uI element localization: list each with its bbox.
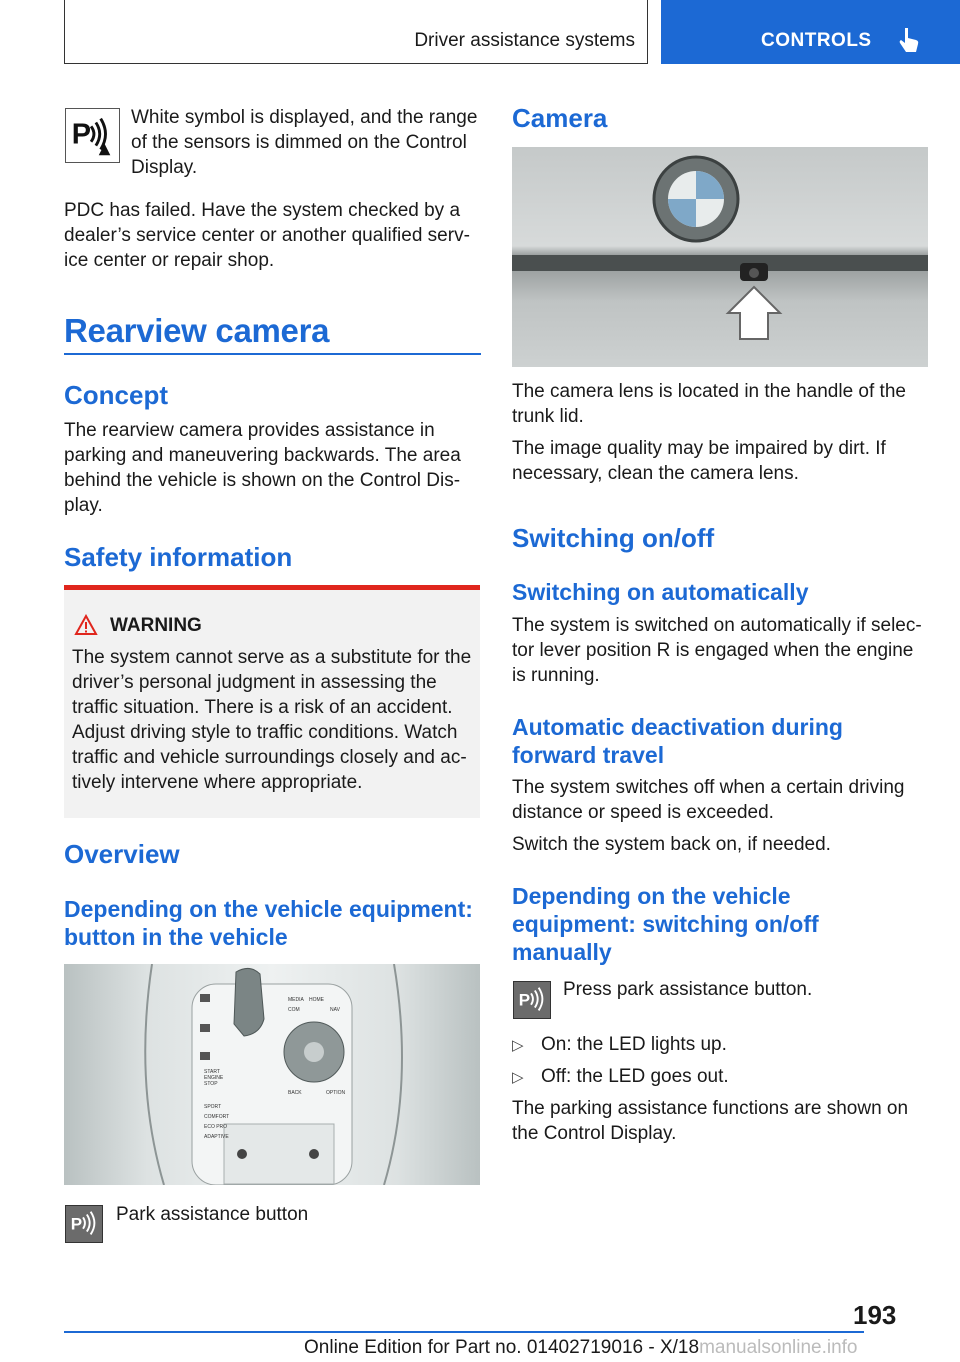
camera-text-1: The camera lens is located in the handle of the trunk lid. — [512, 381, 906, 427]
pointing-hand-icon — [898, 27, 920, 53]
console-label: OPTION — [326, 1090, 346, 1096]
chapter-title: CONTROLS — [761, 30, 872, 51]
heading-button-in-vehicle: Depending on the vehicle equipment: button in the vehicle — [64, 896, 473, 950]
center-console-photo — [64, 964, 480, 1185]
warning-triangle-icon — [74, 614, 98, 636]
footer-rule — [64, 1331, 864, 1333]
console-label: SPORT — [204, 1104, 222, 1110]
svg-text:P: P — [70, 1214, 83, 1234]
park-assist-button-icon — [65, 1205, 103, 1243]
heading-automatic-deactivation: Automatic deactivation during forward travel — [512, 714, 843, 768]
console-label: ADAPTIVE — [204, 1134, 229, 1140]
svg-text:P: P — [71, 118, 92, 151]
warning-box — [64, 585, 480, 818]
page-number: 193 — [853, 1300, 897, 1330]
section-title: Driver assistance systems — [414, 30, 635, 51]
auto-on-text: The system is switched on automatically if selector lever position R is engaged when the engine is running. — [512, 615, 922, 686]
pdc-white-symbol-icon — [65, 108, 120, 163]
edition-line — [304, 1337, 858, 1359]
heading-switching-on-off: Switching on/off — [512, 523, 715, 553]
heading-switching-on-automatically: Switching on automatically — [512, 579, 809, 605]
auto-off-text: The system switches off when a certain driving distance or speed is exceeded. — [512, 777, 905, 823]
functions-text: The parking assistance functions are shown on the Control Display. — [512, 1098, 909, 1144]
symbol-description: White symbol is displayed, and the range of the sensors is dimmed on the Control Display. — [131, 107, 478, 178]
bullet-item: Off: the LED goes out. — [541, 1066, 729, 1087]
watermark-text: manualsonline.info — [699, 1337, 858, 1358]
bullet-triangle-icon: ▷ — [512, 1069, 524, 1086]
heading-camera: Camera — [512, 103, 608, 133]
concept-text: The rearview camera provides assistance in parking and maneuvering backwards. The area behind the vehicle is shown on the Control Display. — [64, 420, 461, 516]
camera-text-2: The image quality may be impaired by dirt. If necessary, clean the camera lens. — [512, 438, 886, 484]
console-label: NAV — [330, 1007, 340, 1013]
bullet-triangle-icon: ▷ — [512, 1037, 524, 1054]
heading-switching-manually: Depending on the vehicle equipment: switching on/off manually — [512, 883, 819, 965]
running-header — [64, 0, 648, 64]
heading-safety-information: Safety information — [64, 542, 293, 572]
svg-text:P: P — [518, 990, 531, 1010]
console-label: START ENGINE STOP — [204, 1069, 224, 1087]
chapter-tab[interactable] — [661, 0, 960, 64]
heading-concept: Concept — [64, 380, 168, 410]
heading-overview: Overview — [64, 839, 180, 869]
bullet-item: On: the LED lights up. — [541, 1034, 727, 1055]
edition-text: Online Edition for Part no. 01402719016 - X/18 — [304, 1337, 700, 1358]
press-button-text: Press park assistance button. — [563, 979, 813, 1000]
park-assist-button-icon — [513, 981, 551, 1019]
console-label: BACK — [288, 1090, 302, 1096]
switch-back-text: Switch the system back on, if needed. — [512, 834, 831, 855]
console-label: COM — [288, 1007, 300, 1013]
warning-text: The system cannot serve as a substitute for the driver’s personal judgment in assessing the traffic situation. There is a risk of an accident. Adjust driving style to traffic conditions. Watch traffic and vehicle surroundings closely and actively intervene where appropriate. — [72, 647, 472, 793]
warning-title: WARNING — [110, 615, 202, 636]
heading-rule — [64, 353, 481, 355]
heading-rearview-camera: Rearview camera — [64, 312, 330, 349]
console-label: ECO PRO — [204, 1124, 228, 1130]
console-label: COMFORT — [204, 1114, 230, 1120]
camera-location-photo — [512, 147, 928, 367]
console-label: MEDIA — [288, 997, 304, 1003]
pdc-failed-text: PDC has failed. Have the system checked by a dealer’s service center or another qualified service center or repair shop. — [64, 200, 470, 271]
console-label: HOME — [309, 997, 324, 1003]
park-button-caption: Park assistance button — [116, 1204, 309, 1225]
